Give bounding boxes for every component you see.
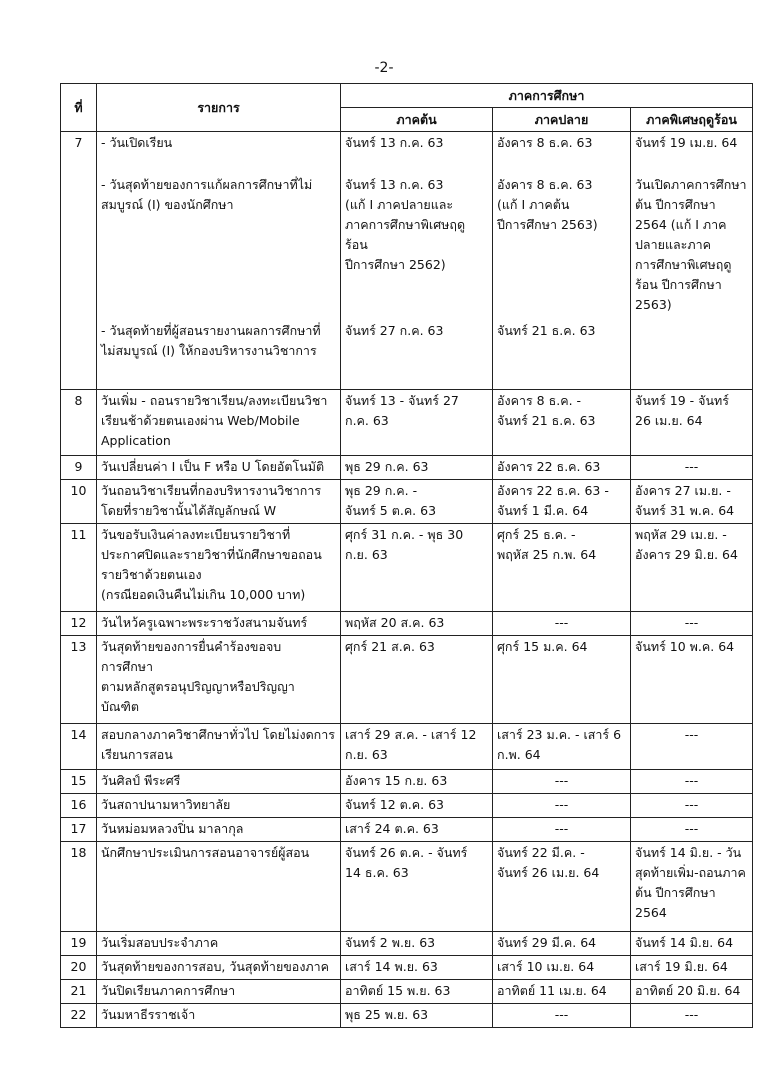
cell-text: วันมหาธีรราชเจ้า [101,1007,196,1022]
row-summer-semester [631,524,753,612]
cell-text: จันทร์ 26 ต.ค. - จันทร์ 14 ธ.ค. 63 [345,845,468,880]
table-row [61,612,753,636]
row-item [97,794,341,818]
row-summer-semester [631,770,753,794]
row-first-semester [341,612,493,636]
row-number: 16 [61,794,97,818]
header-second-semester: ภาคปลาย [493,108,631,132]
table-row [61,956,753,980]
table-row [61,724,753,770]
row-second-semester [493,524,631,612]
cell-text: พุธ 29 ก.ค. - จันทร์ 5 ต.ค. 63 [345,483,437,518]
row-item [97,1004,341,1028]
row-item [97,818,341,842]
row-second-semester [493,480,631,524]
table-row [61,770,753,794]
row-summer-semester [631,612,753,636]
cell-text: --- [554,1007,569,1022]
cell-text: ศุกร์ 21 ส.ค. 63 [345,639,435,654]
table-row [61,390,753,456]
row-summer-semester [631,932,753,956]
cell-text: อาทิตย์ 20 มิ.ย. 64 [635,983,741,998]
row-item [97,724,341,770]
row-summer-semester [631,390,753,456]
cell-text: พุธ 29 ก.ค. 63 [345,459,429,474]
cell-text: พฤหัส 20 ส.ค. 63 [345,615,445,630]
cell-text: จันทร์ 19 - จันทร์ 26 เม.ย. 64 [635,393,729,428]
row-item [97,132,341,390]
cell-text: วันสุดท้ายของการสอบ, วันสุดท้ายของภาค [101,959,330,974]
row-summer-semester [631,794,753,818]
cell-text: --- [684,1007,699,1022]
row-item [97,770,341,794]
row-item [97,636,341,724]
table-row [61,636,753,724]
cell-text: จันทร์ 13 - จันทร์ 27 ก.ค. 63 [345,393,459,428]
table-row [61,1004,753,1028]
cell-text: วันเริ่มสอบประจำภาค [101,935,219,950]
header-no: ที่ [61,84,97,132]
cell-text: เสาร์ 19 มิ.ย. 64 [635,959,728,974]
row-number: 8 [61,390,97,456]
row-second-semester [493,636,631,724]
cell-text: วันหม่อมหลวงปิ่น มาลากุล [101,821,244,836]
cell-text: อังคาร 22 ธ.ค. 63 - จันทร์ 1 มี.ค. 64 [497,483,609,518]
cell-text: เสาร์ 10 เม.ย. 64 [497,959,595,974]
row-summer-semester [631,724,753,770]
row-summer-semester [631,980,753,1004]
table-row [61,842,753,932]
cell-text: --- [684,615,699,630]
row-item [97,932,341,956]
row-item [97,842,341,932]
row-number: 12 [61,612,97,636]
row-number: 14 [61,724,97,770]
page-number: -2- [374,60,394,76]
row-summer-semester [631,956,753,980]
row-summer-semester [631,636,753,724]
row-first-semester [341,480,493,524]
cell-text: วันไหว้ครูเฉพาะพระราชวังสนามจันทร์ [101,615,308,630]
row-number: 9 [61,456,97,480]
row-item [97,980,341,1004]
cell-text: วันขอรับเงินค่าลงทะเบียนรายวิชาที่ ประกาศปิดและรายวิชาที่นักศึกษาขอถอน รายวิชาด้วยตนเอง (กรณียอดเงินคืนไม่เกิน 10,000 บาท) [101,527,322,602]
cell-text: จันทร์ 14 มิ.ย. 64 [635,935,734,950]
row-first-semester [341,456,493,480]
table-row [61,132,753,390]
cell-text: --- [684,773,699,788]
row-number: 15 [61,770,97,794]
cell-text: --- [554,797,569,812]
cell-text: วันศิลป์ พีระศรี [101,773,181,788]
table-row [61,456,753,480]
row-first-semester [341,818,493,842]
row-first-semester [341,980,493,1004]
sub-item: - วันสุดท้ายที่ผู้สอนรายงานผลการศึกษาที่ ไม่สมบูรณ์ (I) ให้กองบริหารงานวิชาการ [101,323,321,358]
row-first-semester [341,932,493,956]
row-number: 11 [61,524,97,612]
row-second-semester [493,456,631,480]
row-item [97,956,341,980]
sub-value: วันเปิดภาคการศึกษา ต้น ปีการศึกษา 2564 (แก้ I ภาค ปลายและภาค การศึกษาพิเศษฤดู ร้อน ปีการศึกษา 2563) [635,177,747,312]
cell-text: ศุกร์ 15 ม.ค. 64 [497,639,588,654]
row-number: 13 [61,636,97,724]
row-summer-semester [631,456,753,480]
sub-value: จันทร์ 19 เม.ย. 64 [635,135,738,150]
cell-text: อังคาร 22 ธ.ค. 63 [497,459,601,474]
row-second-semester [493,612,631,636]
header-first-semester: ภาคต้น [341,108,493,132]
cell-text: เสาร์ 23 ม.ค. - เสาร์ 6 ก.พ. 64 [497,727,622,762]
cell-text: พฤหัส 29 เม.ย. - อังคาร 29 มิ.ย. 64 [635,527,738,562]
table-row [61,524,753,612]
cell-text: วันเปลี่ยนค่า I เป็น F หรือ U โดยอัตโนมัติ [101,459,325,474]
sub-value: จันทร์ 21 ธ.ค. 63 [497,323,596,338]
sub-value: จันทร์ 13 ก.ค. 63 (แก้ I ภาคปลายและ ภาคการศึกษาพิเศษฤดู ร้อน ปีการศึกษา 2562) [345,177,466,272]
row-summer-semester [631,1004,753,1028]
row-item [97,390,341,456]
row-item [97,456,341,480]
row-item [97,480,341,524]
table-row [61,980,753,1004]
row-second-semester [493,794,631,818]
row-second-semester [493,770,631,794]
row-summer-semester [631,132,753,390]
cell-text: อังคาร 8 ธ.ค. - จันทร์ 21 ธ.ค. 63 [497,393,596,428]
row-first-semester [341,132,493,390]
sub-value: อังคาร 8 ธ.ค. 63 [497,135,593,150]
cell-text: จันทร์ 14 มิ.ย. - วัน สุดท้ายเพิ่ม-ถอนภาค ต้น ปีการศึกษา 2564 [635,845,746,920]
cell-text: เสาร์ 14 พ.ย. 63 [345,959,438,974]
cell-text: จันทร์ 2 พ.ย. 63 [345,935,436,950]
row-second-semester [493,980,631,1004]
cell-text: วันสุดท้ายของการยื่นคำร้องขอจบ การศึกษา ตามหลักสูตรอนุปริญญาหรือปริญญา บัณฑิต [101,639,295,714]
cell-text: --- [684,821,699,836]
academic-calendar-table [60,83,753,1028]
cell-text: เสาร์ 29 ส.ค. - เสาร์ 12 ก.ย. 63 [345,727,477,762]
cell-text: --- [554,821,569,836]
row-first-semester [341,524,493,612]
cell-text: วันสถาปนามหาวิทยาลัย [101,797,231,812]
cell-text: จันทร์ 12 ต.ค. 63 [345,797,444,812]
row-first-semester [341,842,493,932]
row-summer-semester [631,818,753,842]
row-item [97,524,341,612]
row-second-semester [493,132,631,390]
header-item: รายการ [97,84,341,132]
cell-text: อังคาร 15 ก.ย. 63 [345,773,448,788]
row-number: 10 [61,480,97,524]
cell-text: วันปิดเรียนภาคการศึกษา [101,983,236,998]
row-first-semester [341,794,493,818]
cell-text: เสาร์ 24 ต.ค. 63 [345,821,439,836]
cell-text: อาทิตย์ 15 พ.ย. 63 [345,983,451,998]
cell-text: --- [684,459,699,474]
header-semester: ภาคการศึกษา [341,84,753,108]
sub-value: อังคาร 8 ธ.ค. 63 (แก้ I ภาคต้น ปีการศึกษา 2563) [497,177,598,232]
row-summer-semester [631,480,753,524]
row-number: 21 [61,980,97,1004]
row-number: 22 [61,1004,97,1028]
sub-value: จันทร์ 27 ก.ค. 63 [345,323,444,338]
cell-text: จันทร์ 10 พ.ค. 64 [635,639,735,654]
cell-text: อังคาร 27 เม.ย. - จันทร์ 31 พ.ค. 64 [635,483,735,518]
cell-text: ศุกร์ 31 ก.ค. - พุธ 30 ก.ย. 63 [345,527,464,562]
cell-text: วันถอนวิชาเรียนที่กองบริหารงานวิชาการ โดยที่รายวิชานั้นได้สัญลักษณ์ W [101,483,322,518]
cell-text: --- [684,797,699,812]
cell-text: สอบกลางภาควิชาศึกษาทั่วไป โดยไม่งดการ เรียนการสอน [101,727,335,762]
row-first-semester [341,636,493,724]
cell-text: นักศึกษาประเมินการสอนอาจารย์ผู้สอน [101,845,310,860]
row-second-semester [493,1004,631,1028]
sub-value: จันทร์ 13 ก.ค. 63 [345,135,444,150]
row-first-semester [341,956,493,980]
row-second-semester [493,818,631,842]
row-second-semester [493,956,631,980]
row-number: 17 [61,818,97,842]
row-number: 20 [61,956,97,980]
cell-text: --- [554,615,569,630]
cell-text: --- [684,727,699,742]
row-first-semester [341,724,493,770]
table-row [61,818,753,842]
row-number: 19 [61,932,97,956]
row-item [97,612,341,636]
row-second-semester [493,842,631,932]
sub-item: - วันสุดท้ายของการแก้ผลการศึกษาที่ไม่ สมบูรณ์ (I) ของนักศึกษา [101,177,313,212]
table-row [61,480,753,524]
cell-text: จันทร์ 29 มี.ค. 64 [497,935,597,950]
cell-text: --- [554,773,569,788]
header-summer-semester: ภาคพิเศษฤดูร้อน [631,108,753,132]
cell-text: อาทิตย์ 11 เม.ย. 64 [497,983,607,998]
cell-text: วันเพิ่ม - ถอนรายวิชาเรียน/ลงทะเบียนวิชา เรียนช้าด้วยตนเองผ่าน Web/Mobile Application [101,393,328,448]
cell-text: พุธ 25 พ.ย. 63 [345,1007,429,1022]
row-second-semester [493,932,631,956]
table-row [61,932,753,956]
row-summer-semester [631,842,753,932]
row-first-semester [341,390,493,456]
row-number: 18 [61,842,97,932]
row-second-semester [493,390,631,456]
sub-item: - วันเปิดเรียน [101,135,173,150]
row-second-semester [493,724,631,770]
cell-text: จันทร์ 22 มี.ค. - จันทร์ 26 เม.ย. 64 [497,845,600,880]
row-first-semester [341,770,493,794]
cell-text: ศุกร์ 25 ธ.ค. - พฤหัส 25 ก.พ. 64 [497,527,597,562]
row-first-semester [341,1004,493,1028]
row-number: 7 [61,132,97,390]
table-row [61,794,753,818]
